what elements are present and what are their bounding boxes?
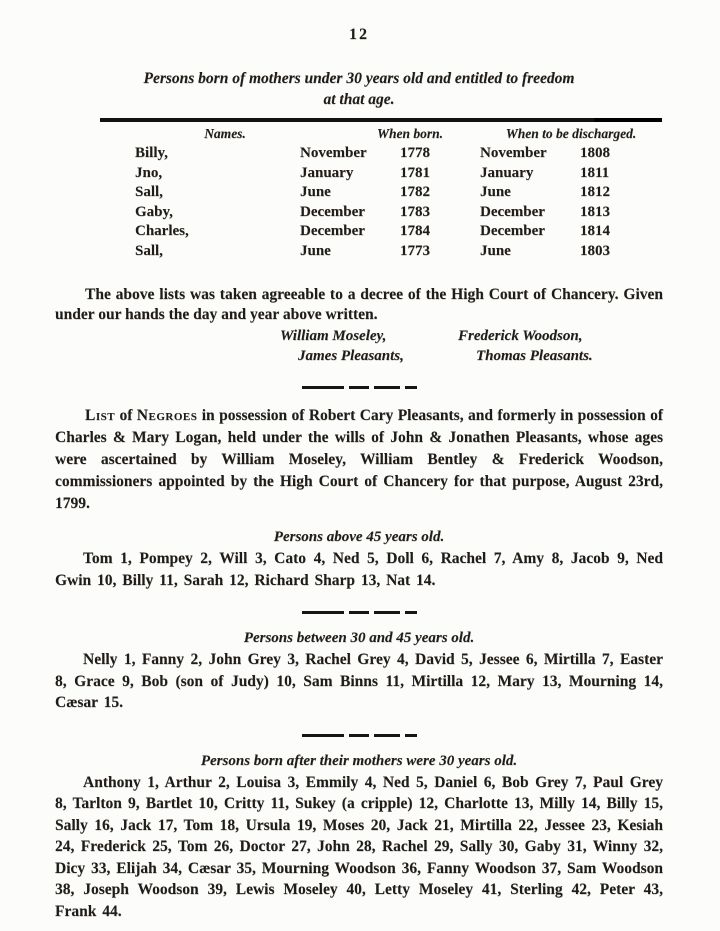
column-header-when-discharged: When to be discharged.	[505, 126, 637, 141]
signature-name: Thomas Pleasants.	[476, 348, 593, 364]
table-row	[100, 183, 662, 203]
cell-born-year: 1781	[400, 164, 430, 181]
lead-connector: of	[115, 407, 137, 424]
cell-discharged-year: 1812	[580, 184, 610, 200]
cell-born-year: 1782	[400, 184, 430, 200]
freedom-list-title-line2: at that age.	[323, 91, 395, 108]
cell-discharged-month: June	[480, 184, 511, 200]
column-header-names: Names.	[204, 126, 246, 141]
possession-list-text: in possession of Robert Cary Pleasants, and formerly in possession of Charles & Mary Logan, held under the wills of John & Jonathen Pleasants, whose ages were ascertained by William Moseley, William Bentley & Frederick Woodson, commissioners appointed by the High Court of Chancery for that purpose, August 23rd, 1799.	[55, 407, 663, 512]
cell-discharged-month: December	[480, 203, 545, 220]
cell-discharged-month: December	[480, 223, 545, 239]
section-body-between-30-45: Nelly 1, Fanny 2, John Grey 3, Rachel Grey 4, David 5, Jessee 6, Mirtilla 7, Easter 8, Grace 9, Bob (son of Judy) 10, Sam Binns 11, Mirtilla 12, Mary 13, Mourning 14, Cæsar 15.	[55, 651, 663, 711]
cell-discharged-year: 1813	[580, 203, 610, 220]
cell-discharged-year: 1803	[580, 242, 610, 259]
section-heading-between-30-45: Persons between 30 and 45 years old.	[243, 630, 475, 646]
freedom-table	[100, 118, 662, 261]
cell-born-year: 1784	[400, 223, 430, 239]
cell-discharged-year: 1808	[580, 145, 610, 161]
table-top-rule	[100, 118, 662, 122]
table-row	[100, 144, 662, 164]
table-header-row	[100, 125, 662, 142]
table-row	[100, 242, 662, 262]
section-heading-above-45: Persons above 45 years old.	[273, 529, 445, 545]
lead-word: List	[85, 407, 116, 424]
table-row	[100, 164, 662, 184]
cell-discharged-year: 1811	[580, 164, 610, 181]
cell-born-year: 1778	[400, 145, 430, 161]
section-body-born-after-30: Anthony 1, Arthur 2, Louisa 3, Emmily 4, Ned 5, Daniel 6, Bob Grey 7, Paul Grey 8, Tarlton 9, Bartlet 10, Critty 11, Sukey (a cripple) 12, Charlotte 13, Milly 14, Billy 15, Sally 16, Jack 17, Tom 18, Ursula 19, Moses 20, Jack 21, Mirtilla 22, Jessee 23, Kesiah 24, Frederick 25, Tom 26, Doctor 27, John 28, Rachel 29, Sally 30, Gaby 31, Winny 32, Dicy 33, Elijah 34, Cæsar 35, Mourning Woodson 36, Fanny Woodson 37, Sam Woodson 38, Joseph Woodson 39, Lewis Moseley 40, Letty Moseley 41, Sterling 42, Peter 43, Frank 44.	[55, 773, 663, 920]
page-number: 12	[349, 26, 369, 43]
cell-discharged-month: January	[480, 164, 534, 181]
cell-born-year: 1773	[400, 242, 430, 259]
section-heading-born-after-30: Persons born after their mothers were 30 years old.	[200, 752, 518, 769]
signature-name: James Pleasants,	[298, 348, 404, 364]
cell-name: Charles,	[135, 223, 189, 239]
cell-born-month: December	[300, 203, 365, 220]
signature-block	[280, 326, 663, 366]
cell-discharged-month: June	[480, 242, 511, 259]
cell-born-month: December	[300, 223, 365, 239]
cell-born-year: 1783	[400, 203, 430, 220]
cell-name: Sall,	[135, 242, 163, 259]
section-divider	[55, 611, 663, 614]
section-body-above-45: Tom 1, Pompey 2, Will 3, Cato 4, Ned 5, Doll 6, Rachel 7, Amy 8, Jacob 9, Ned Gwin 10, Billy 11, Sarah 12, Richard Sharp 13, Nat 14.	[55, 550, 663, 589]
cell-born-month: January	[300, 164, 354, 181]
cell-born-month: June	[300, 242, 331, 259]
table-row	[100, 203, 662, 223]
column-header-when-born: When born.	[376, 126, 444, 141]
signature-name: William Moseley,	[280, 328, 387, 344]
lead-word: Negroes	[136, 407, 198, 424]
cell-name: Sall,	[135, 184, 163, 200]
possession-list-paragraph	[55, 405, 663, 515]
section-divider	[55, 386, 663, 389]
table-row	[100, 222, 662, 242]
cell-discharged-month: November	[480, 145, 547, 161]
signature-row	[298, 346, 663, 366]
cell-born-month: November	[300, 145, 367, 161]
cell-born-month: June	[300, 184, 331, 200]
decree-paragraph: The above lists was taken agreeable to a decree of the High Court of Chancery. Given under our hands the day and year above written.	[55, 286, 663, 323]
section-divider	[55, 734, 663, 737]
cell-name: Jno,	[135, 164, 163, 181]
cell-name: Billy,	[135, 145, 168, 161]
freedom-list-title	[65, 68, 653, 110]
signature-name: Frederick Woodson,	[458, 328, 583, 344]
signature-row	[280, 326, 663, 346]
freedom-list-title-line1: Persons born of mothers under 30 years old and entitled to freedom	[143, 70, 575, 87]
cell-discharged-year: 1814	[580, 223, 610, 239]
cell-name: Gaby,	[135, 203, 173, 220]
